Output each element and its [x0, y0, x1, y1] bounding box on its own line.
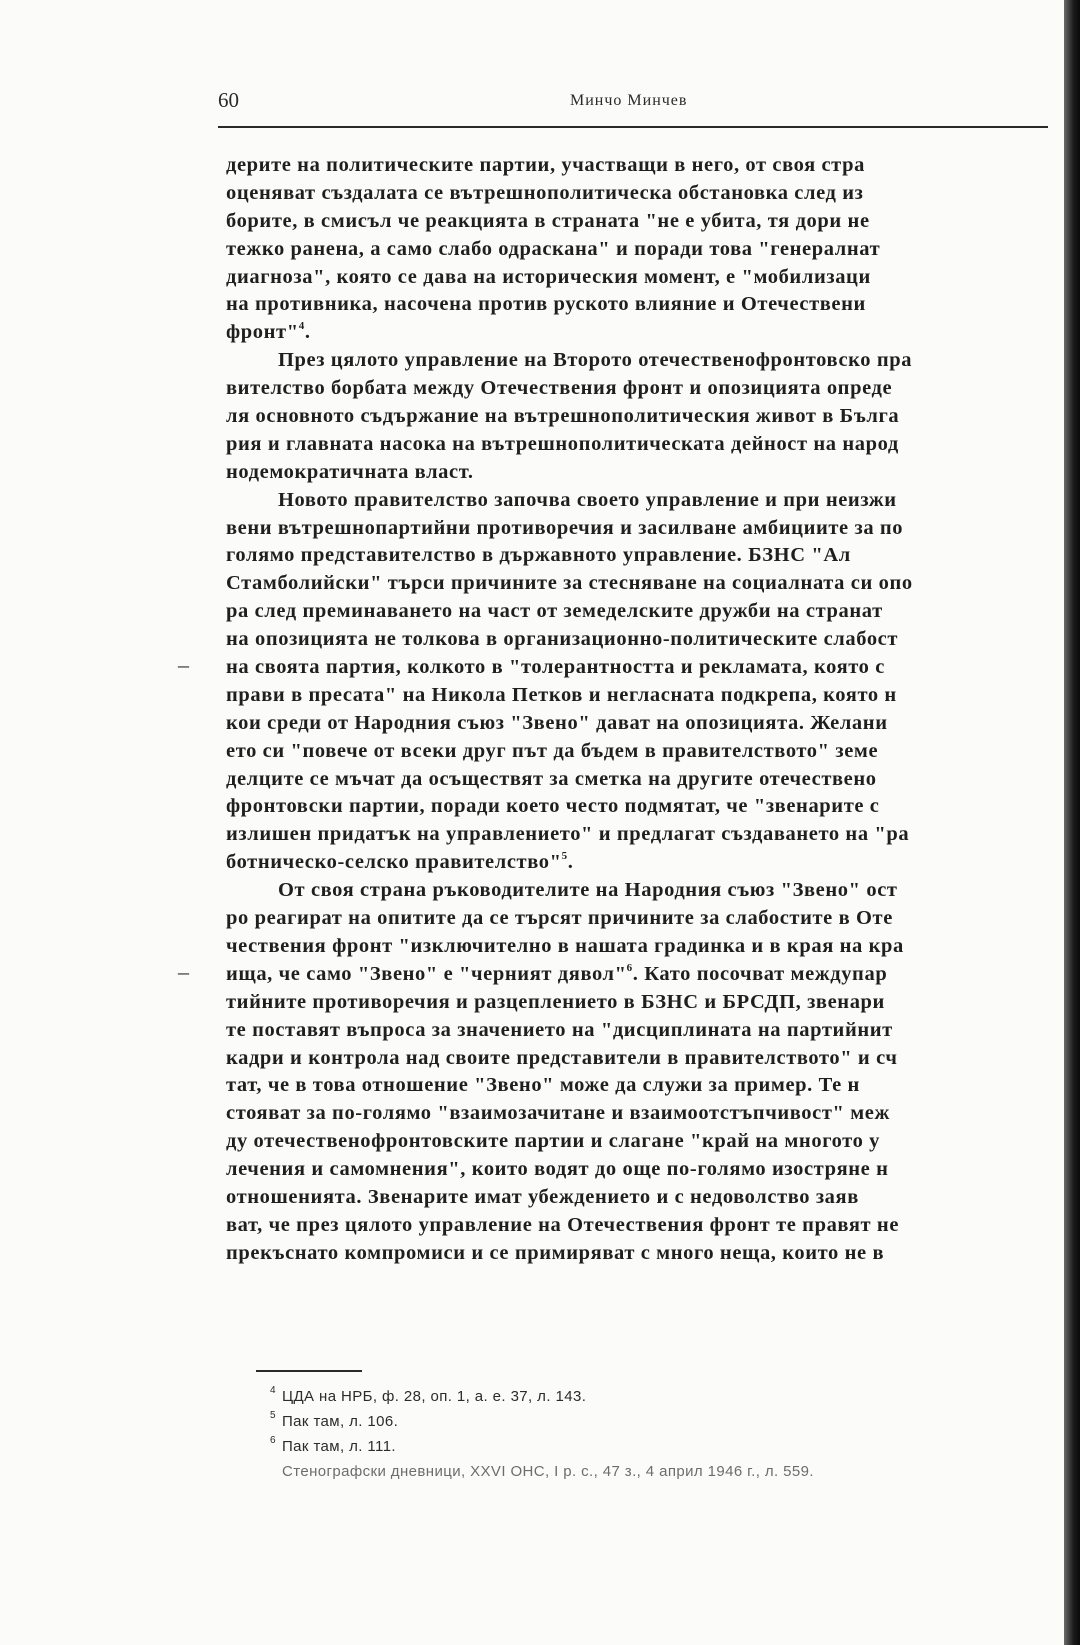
line-text: ро реагират на опитите да се търсят причините за слабостите в Оте	[226, 907, 893, 930]
page-edge-shadow	[1064, 0, 1080, 1645]
text-line	[226, 542, 1066, 570]
line-text: ра след преминаването на част от земеделските дружби на странат	[226, 600, 883, 623]
footnote-text: Стенографски дневници, XXVI ОНС, I р. с., 47 з., 4 април 1946 г., л. 559.	[282, 1463, 814, 1480]
text-line	[226, 598, 1066, 626]
text-line	[226, 1072, 1066, 1100]
text-line	[226, 654, 1066, 682]
text-line	[226, 375, 1066, 403]
line-text: През цялото управление на Второто отечественофронтовско пра	[278, 349, 913, 372]
text-line	[226, 347, 1066, 375]
footnote-mark: 5	[270, 1410, 276, 1421]
margin-dash-mark: –	[178, 959, 189, 985]
line-text: нодемократичната власт.	[226, 460, 474, 483]
line-text: кои среди от Народния съюз "Звено" дават на опозицията. Желани	[226, 711, 888, 734]
text-line	[226, 1184, 1066, 1212]
text-line	[226, 1240, 1066, 1268]
line-text-continued: . Като посочват междупар	[632, 962, 888, 985]
text-line	[226, 487, 1066, 515]
text-line	[226, 933, 1066, 961]
text-line	[226, 738, 1066, 766]
text-line	[226, 236, 1066, 264]
footnote-item	[270, 1409, 1062, 1434]
line-text: Новото правителство започва своето управление и при неизжи	[278, 488, 897, 511]
line-text: ботническо-селско правителство"	[226, 851, 562, 874]
page-number: 60	[218, 88, 239, 112]
text-line	[226, 766, 1066, 794]
text-line	[226, 459, 1066, 487]
text-line	[226, 1045, 1066, 1073]
page-header	[218, 88, 1038, 118]
line-text: фронтовски партии, поради което често подмятат, че "звенарите с	[226, 795, 880, 818]
line-text: прекъснато компромиси и се примиряват с много неща, които не в	[226, 1241, 885, 1264]
line-text: ля основното съдържание на вътрешнополитическия живот в Бълга	[226, 405, 900, 428]
text-line	[226, 821, 1066, 849]
footnotes	[270, 1384, 1062, 1484]
header-rule	[218, 126, 1048, 128]
line-text: прави в пресата" на Никола Петков и негласната подкрепа, която н	[226, 683, 897, 706]
text-line	[226, 1156, 1066, 1184]
text-line	[226, 570, 1066, 598]
line-text: излишен придатък на управлението" и предлагат създаването на "ра	[226, 823, 910, 846]
text-line	[226, 905, 1066, 933]
body-text	[226, 152, 1066, 1268]
text-line	[226, 793, 1066, 821]
footnote-mark: 6	[270, 1435, 276, 1446]
margin-dash-mark: –	[178, 652, 189, 678]
text-line	[226, 152, 1066, 180]
line-text: ду отечественофронтовските партии и слагане "край на многото у	[226, 1130, 881, 1153]
footnote-item	[270, 1434, 1062, 1459]
text-line	[226, 431, 1066, 459]
text-line	[226, 403, 1066, 431]
line-text: фронт"	[226, 321, 299, 344]
line-text: те поставят въпроса за значението на "дисциплината на партийнит	[226, 1018, 893, 1041]
footnote-text: ЦДА на НРБ, ф. 28, оп. 1, а. е. 37, л. 143.	[282, 1388, 587, 1405]
text-line	[226, 515, 1066, 543]
line-text: Стамболийски" търси причините за стесняване на социалната си опо	[226, 572, 913, 595]
text-line	[226, 291, 1066, 319]
footnote-item	[282, 1459, 1062, 1484]
footnote-text: Пак там, л. 106.	[282, 1413, 399, 1430]
line-text: вителство борбата между Отечествения фронт и опозицията опреде	[226, 377, 893, 400]
text-line	[226, 989, 1066, 1017]
line-text: на своята партия, колкото в "толерантността и рекламата, която с	[226, 656, 885, 679]
line-text: голямо представителство в държавното управление. БЗНС "Ал	[226, 544, 851, 567]
line-text: борите, в смисъл че реакцията в страната "не е убита, тя дори не	[226, 209, 870, 232]
line-text: делците се мъчат да осъществят за сметка на другите отечествено	[226, 767, 877, 790]
text-line	[226, 208, 1066, 236]
line-text: чествения фронт "изключително в нашата градинка и в края на кра	[226, 934, 904, 957]
line-text: ват, че през цялото управление на Отечествения фронт те правят не	[226, 1213, 900, 1236]
line-text: оценяват създалата се вътрешнополитическа обстановка след из	[226, 181, 864, 204]
text-line	[226, 961, 1066, 989]
line-text: От своя страна ръководителите на Народния съюз "Звено" ост	[278, 879, 898, 902]
text-line	[226, 264, 1066, 292]
text-line	[226, 180, 1066, 208]
line-text: дерите на политическите партии, участващи в него, от своя стра	[226, 154, 865, 176]
footnote-rule	[256, 1370, 362, 1372]
text-line	[226, 626, 1066, 654]
text-line	[226, 849, 1066, 877]
line-text: на опозицията не толкова в организационно-политическите слабост	[226, 628, 899, 651]
line-text: ища, че само "Звено" е "черният дявол"	[226, 962, 627, 985]
text-line	[226, 877, 1066, 905]
text-line	[226, 1100, 1066, 1128]
line-text: кадри и контрола над своите представители в правителството" и сч	[226, 1046, 898, 1069]
line-text: ето си "повече от всеки друг път да бъдем в правителството" земе	[226, 739, 879, 762]
footnote-text: Пак там, л. 111.	[282, 1438, 396, 1455]
line-text: рия и главната насока на вътрешнополитическата дейност на народ	[226, 432, 899, 455]
line-text: на противника, насочена против руското влияние и Отечествени	[226, 293, 866, 316]
footnote-mark: 4	[270, 1385, 276, 1396]
footnote-ref: 6	[626, 961, 633, 974]
line-text-continued: .	[304, 321, 311, 344]
footnote-item	[270, 1384, 1062, 1409]
text-line	[226, 1212, 1066, 1240]
line-text: лечения и самомнения", които водят до още по-голямо изостряне н	[226, 1158, 889, 1181]
running-head: Минчо Минчев	[570, 92, 688, 109]
text-line	[226, 319, 1066, 347]
footnote-ref: 5	[561, 850, 568, 863]
line-text: диагноза", която се дава на историческия момент, е "мобилизаци	[226, 265, 871, 288]
text-line	[226, 1128, 1066, 1156]
text-line	[226, 1017, 1066, 1045]
text-line	[226, 682, 1066, 710]
line-text: вени вътрешнопартийни противоречия и засилване амбициите за по	[226, 516, 904, 539]
line-text-continued: .	[567, 851, 574, 874]
line-text: тат, че в това отношение "Звено" може да служи за пример. Те н	[226, 1074, 860, 1097]
footnote-ref: 4	[298, 320, 305, 333]
line-text: тийните противоречия и разцеплението в БЗНС и БРСДП, звенари	[226, 990, 885, 1013]
line-text: стояват за по-голямо "взаимозачитане и взаимоотстъпчивост" меж	[226, 1102, 890, 1125]
text-line	[226, 710, 1066, 738]
line-text: тежко ранена, а само слабо одраскана" и поради това "генералнат	[226, 237, 881, 260]
line-text: отношенията. Звенарите имат убеждението и с недоволство заяв	[226, 1185, 859, 1208]
